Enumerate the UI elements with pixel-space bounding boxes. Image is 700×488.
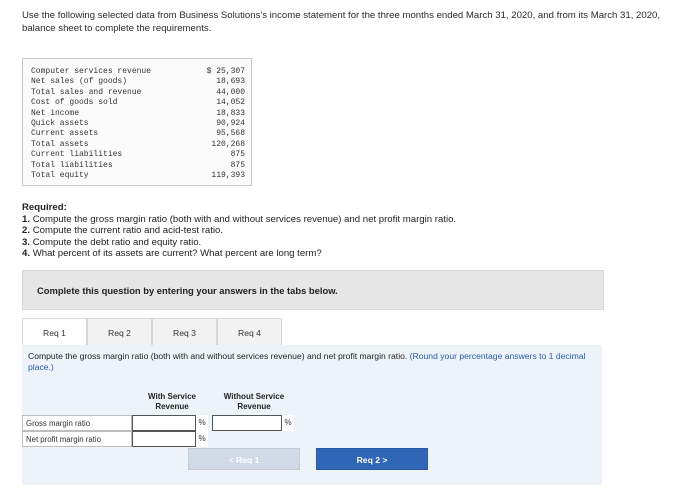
data-row — [31, 119, 245, 129]
requirement-text: Compute the current ratio and acid-test ratio. — [32, 225, 224, 237]
data-label: Total assets — [31, 139, 89, 149]
percent-sign: % — [282, 415, 294, 431]
next-req-button[interactable]: Req 2 > — [316, 448, 428, 470]
col-header-without-service: Without Service Revenue — [223, 392, 285, 411]
data-label: Total liabilities — [31, 160, 113, 170]
requirement-number: 3. — [22, 236, 31, 248]
data-row — [31, 77, 245, 87]
tab-req-4[interactable]: Req 4 — [217, 318, 282, 346]
answer-panel — [22, 345, 602, 485]
tab-bar — [22, 318, 284, 346]
data-row — [31, 140, 245, 150]
data-label: Current liabilities — [31, 150, 123, 160]
data-label: Net sales (of goods) — [31, 77, 128, 87]
requirement-number: 4. — [22, 248, 31, 260]
data-row — [31, 129, 245, 139]
data-label: Computer services revenue — [31, 67, 152, 76]
data-label: Quick assets — [31, 119, 89, 128]
data-value: 90,924 — [216, 119, 245, 128]
data-value: 875 — [230, 160, 245, 170]
net-profit-margin-with-service-input[interactable] — [132, 431, 196, 447]
panel-instruction — [28, 351, 598, 372]
row-label-gross-margin: Gross margin ratio — [22, 415, 132, 431]
gross-margin-without-service-input[interactable] — [212, 415, 282, 431]
tab-req-1[interactable]: Req 1 — [22, 318, 87, 346]
tab-req-3[interactable]: Req 3 — [152, 318, 217, 346]
data-value: 18,693 — [216, 77, 245, 87]
percent-sign: % — [196, 431, 208, 447]
requirement-number: 1. — [22, 213, 31, 225]
instruction-main: Compute the gross margin ratio (both with and without services revenue) and net profit margin ratio. — [28, 351, 408, 361]
data-value: 44,000 — [216, 87, 245, 97]
data-label: Cost of goods sold — [31, 98, 118, 108]
requirement-text: Compute the debt ratio and equity ratio. — [32, 236, 202, 248]
data-value: 14,052 — [216, 98, 245, 108]
data-row — [31, 171, 245, 181]
requirement-item — [22, 214, 622, 226]
banner-text: Complete this question by entering your answers in the tabs below. — [37, 285, 338, 296]
requirement-text: Compute the gross margin ratio (both with and without services revenue) and net profit margin ratio. — [32, 213, 457, 225]
answer-grid — [22, 389, 298, 451]
data-value: 119,393 — [211, 171, 245, 180]
row-label-net-profit-margin: Net profit margin ratio — [22, 431, 132, 447]
data-label: Net income — [31, 108, 80, 118]
data-row — [31, 150, 245, 160]
tab-req-2[interactable]: Req 2 — [87, 318, 152, 346]
data-label: Total sales and revenue — [31, 87, 142, 97]
data-row — [31, 88, 245, 98]
data-value: 120,268 — [211, 139, 245, 149]
data-value: $ 25,307 — [206, 67, 245, 76]
data-label: Current assets — [31, 129, 99, 139]
data-row — [31, 67, 245, 77]
requirement-number: 2. — [22, 225, 31, 237]
gross-margin-with-service-input[interactable] — [132, 415, 196, 431]
data-row — [31, 109, 245, 119]
data-value: 875 — [230, 150, 245, 160]
intro-text: Use the following selected data from Business Solutions's income statement for the three months ended March 31, 2020, and from its March 31, 2020, balance sheet to complete the requirements. — [22, 10, 661, 34]
requirement-item — [22, 225, 622, 237]
requirement-text: What percent of its assets are current? What percent are long term? — [32, 248, 322, 260]
data-row — [31, 98, 245, 108]
data-table — [22, 58, 252, 186]
requirement-item — [22, 237, 622, 249]
instruction-hint: (Round your percentage answers to 1 decimal place.) — [28, 351, 586, 372]
data-value: 18,833 — [216, 108, 245, 118]
instructions-banner — [22, 270, 604, 310]
percent-sign: % — [196, 415, 208, 431]
data-row — [31, 161, 245, 171]
requirements — [22, 202, 622, 260]
requirement-item — [22, 248, 622, 260]
prev-req-button[interactable]: < Req 1 — [188, 448, 300, 470]
data-value: 95,568 — [216, 129, 245, 139]
col-header-with-service: With Service Revenue — [148, 392, 196, 411]
data-label: Total equity — [31, 171, 89, 180]
required-title: Required: — [22, 202, 67, 213]
